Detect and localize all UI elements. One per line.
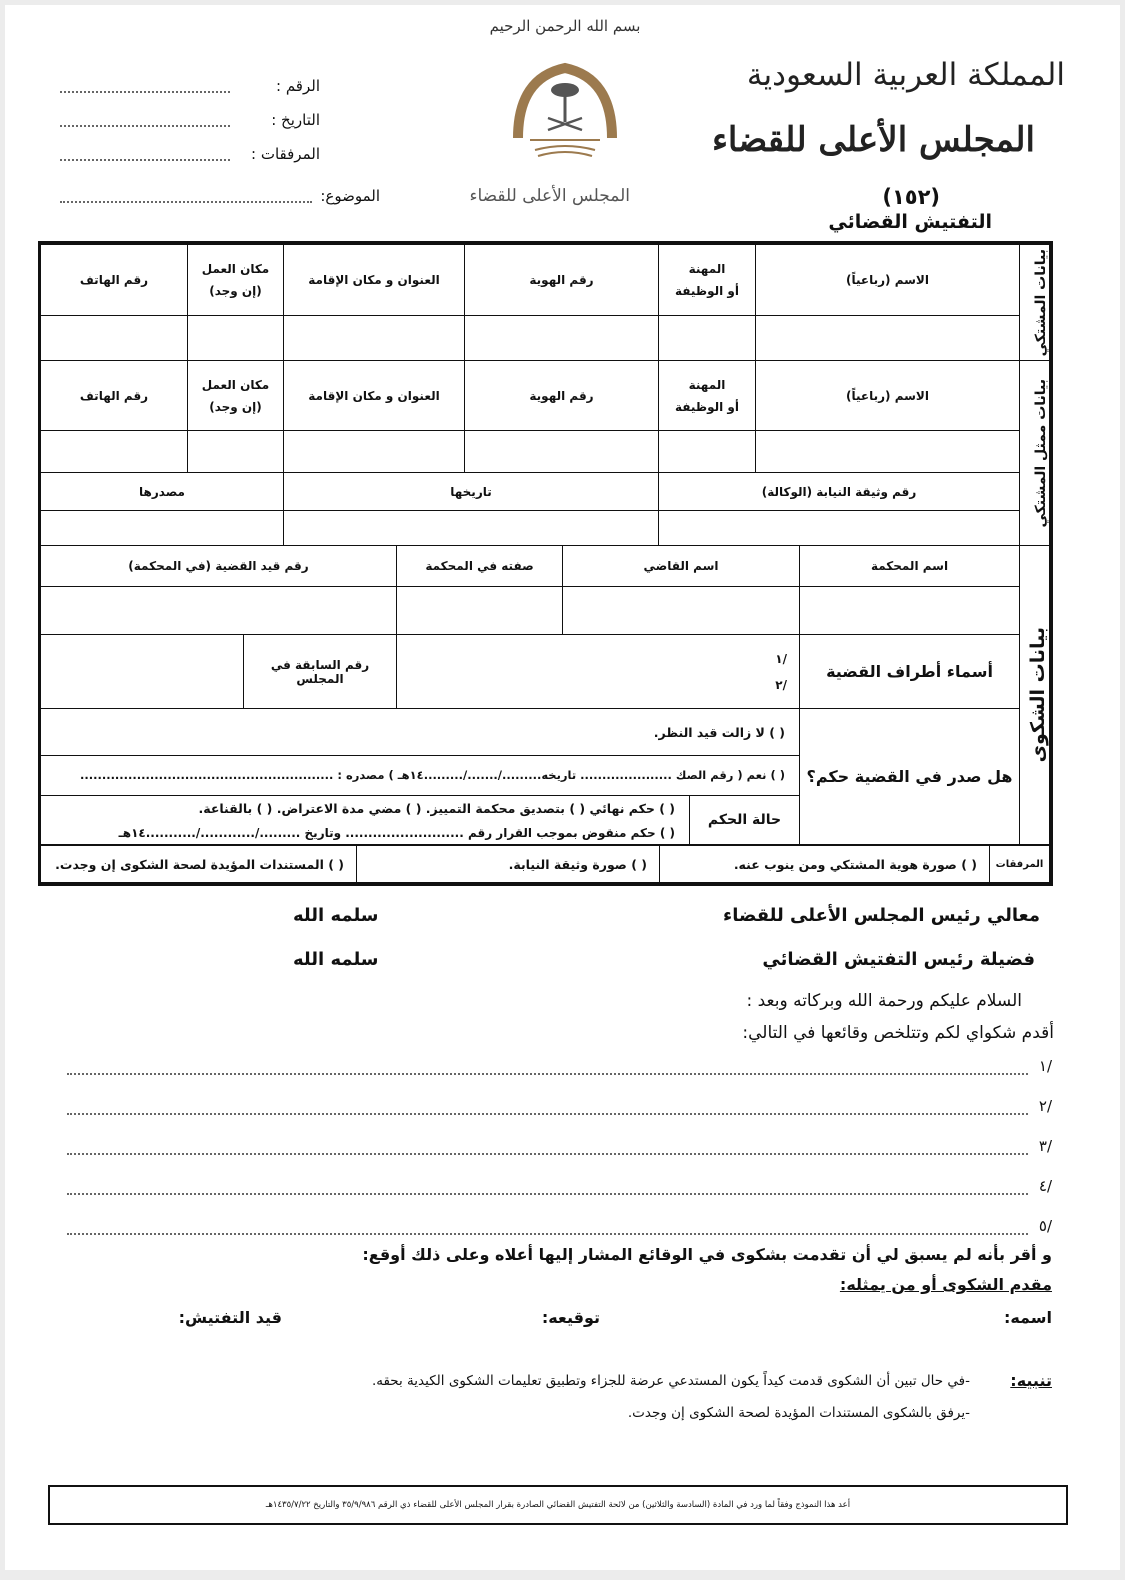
parties-cell[interactable] [397,635,800,709]
representative-work-line1: مكان العمل [201,377,270,392]
fact-line-number: /٢ [1038,1097,1052,1115]
attachments-row [41,845,1050,883]
addressee-2: فضيلة رئيس التفتيش القضائي [762,949,1035,970]
department-title: التفتيش القضائي [828,211,992,233]
greeting: السلام عليكم ورحمة الله وبركاته وبعد : [746,991,1022,1011]
judgment-question: هل صدر في القضية حكم؟ [800,709,1020,845]
complainant-id-header: رقم الهوية [465,245,659,316]
attachments-dots [60,159,230,161]
council-title: المجلس الأعلى للقضاء [711,120,1035,160]
addressee-1: معالي رئيس المجلس الأعلى للقضاء [723,905,1040,926]
parties-label: أسماء أطراف القضية [800,635,1020,709]
fact-line-number: /٤ [1038,1177,1052,1195]
capacity-cell[interactable] [397,586,563,635]
judge-name-cell[interactable] [563,586,800,635]
fact-line-dots [67,1073,1028,1075]
attachments-field[interactable] [60,145,320,165]
opt-pending-text: ( ) لا زالت قيد النظر. [653,724,785,740]
complainant-work-line2: (إن وجد) [209,284,262,298]
subject-dots [60,201,312,203]
attachments-row-label: المرفقات [990,846,1050,883]
representative-address-cell[interactable] [284,431,465,473]
complainant-id-cell[interactable] [465,316,659,361]
proxy-number-cell[interactable] [659,511,1020,546]
number-dots [60,91,230,93]
opt-yes[interactable] [40,755,799,796]
fact-line-dots [67,1153,1028,1155]
emblem-caption: المجلس الأعلى للقضاء [469,186,630,206]
number-field[interactable] [60,77,320,97]
representative-work-cell[interactable] [188,431,284,473]
opt-yes-text: ( ) نعم ( رقم الصك ..................... تاريخه........./......./.........١٤هـ ) مصدره : .......................................................... [79,768,785,783]
representative-id-header: رقم الهوية [465,361,659,431]
proxy-source-cell[interactable] [41,511,284,546]
opt-final-cell[interactable] [40,796,689,845]
complainant-phone-cell[interactable] [41,316,188,361]
representative-phone-header: رقم الهاتف [41,361,188,431]
fact-line-number: /١ [1038,1057,1052,1075]
proxy-date-cell[interactable] [284,511,659,546]
submitter-heading: مقدم الشكوى أو من يمثله: [839,1275,1052,1294]
attachment-item-1[interactable] [660,846,990,883]
complaint-section-label: بيانات الشكوى [1027,627,1049,763]
subject-label: الموضوع: [320,187,380,205]
salutation-2: سلمه الله [293,949,379,970]
representative-phone-cell[interactable] [41,431,188,473]
facts-lines [67,1057,1052,1257]
judge-name-header: اسم القاضي [563,546,800,587]
representative-job-header [659,361,756,431]
complainant-work-line1: مكان العمل [201,262,270,276]
complainant-section [41,244,1050,360]
intro: أقدم شكواي لكم وتتلخص وقائعها في التالي: [742,1023,1054,1043]
complainant-job-cell[interactable] [659,316,756,361]
form-number: (١٥٢) [882,185,940,209]
complainant-job-header [659,245,756,316]
court-name-header: اسم المحكمة [800,546,1020,587]
representative-job-cell[interactable] [659,431,756,473]
attachment-item-2-text: ( ) صورة وثيقة النيابة. [508,856,647,872]
attachment-item-3[interactable] [41,846,357,883]
salutation-1: سلمه الله [293,905,379,926]
opt-reversed-text: ( ) حكم منقوض بموجب القرار رقم .......................... وتاريخ ........./............/...........١٤هـ [118,825,675,840]
judgment-status-label: حالة الحكم [690,796,800,845]
attachments-label: المرفقات : [251,145,320,163]
complainant-job-line2: أو الوظيفة [674,284,739,298]
capacity-header: صفته في المحكمة [397,546,563,587]
number-label: الرقم : [276,77,320,95]
representative-work-line2: (إن وجد) [209,399,262,414]
council-emblem [469,60,630,210]
previous-number-header: رقم السابقة في المجلس [244,635,397,709]
notice-label: تنبيه: [1010,1371,1052,1390]
complainant-work-header [188,245,284,316]
attachment-item-1-text: ( ) صورة هوية المشتكي ومن ينوب عنه. [733,856,977,872]
fact-line-number: /٣ [1038,1137,1052,1155]
complainant-job-line1: المهنة [688,262,726,276]
submitter-name-label: اسمه: [1003,1308,1052,1327]
submitter-signature-label: توقيعه: [541,1308,600,1327]
complainant-work-cell[interactable] [188,316,284,361]
representative-section-label: بيانات ممثل المشتكي [1033,378,1049,528]
opt-pending[interactable] [40,709,799,755]
representative-address-header: العنوان و مكان الإقامة [284,361,465,431]
fact-line[interactable] [67,1097,1052,1137]
complainant-address-header: العنوان و مكان الإقامة [284,245,465,316]
party-2: /٢ [775,677,787,692]
attachment-item-2[interactable] [357,846,660,883]
case-record-header: رقم قيد القضية (في المحكمة) [40,546,396,587]
fact-line-dots [67,1113,1028,1115]
fact-line[interactable] [67,1177,1052,1217]
representative-id-cell[interactable] [465,431,659,473]
party-1: /١ [775,651,787,666]
complainant-name-cell[interactable] [756,316,1020,361]
fact-line[interactable] [67,1137,1052,1177]
kingdom-title: المملكة العربية السعودية [746,57,1065,93]
complainant-section-label: بيانات المشتكي [1033,248,1049,357]
representative-work-header [188,361,284,431]
proxy-number-header: رقم وثيقة النيابة (الوكالة) [659,473,1020,511]
declaration: و أقر بأنه لم يسبق لي أن تقدمت بشكوى في الوقائع المشار إليها أعلاه وعلى ذلك أوقع: [362,1245,1052,1264]
emblem-logo-icon [500,60,630,180]
notice-item-2: -يرفق بالشكوى المستندات المؤيدة لصحة الشكوى إن وجدت. [627,1405,970,1421]
court-name-cell[interactable] [800,586,1020,635]
proxy-source-header: مصدرها [41,473,284,511]
date-field[interactable] [60,111,320,131]
fact-line[interactable] [67,1057,1052,1097]
fact-line-dots [67,1193,1028,1195]
footer-text: أعد هذا النموذج وفقاً لما ورد في المادة (السادسة والثلاثين) من لائحة التفتيش القضائي الصادرة بقرار المجلس الأعلى للقضاء ذي الرقم ٣٥/٩/٩٨٦ والتاريخ ١٤٣٥/٧/٢٢هـ [265,1500,851,1510]
fact-line-number: /٥ [1038,1217,1052,1235]
fact-line-dots [67,1233,1028,1235]
complaint-form-page [5,5,1120,1570]
previous-number-cell[interactable] [40,635,243,709]
opt-final-text: ( ) حكم نهائي ( ) بتصديق محكمة التمييز. ( ) مضي مدة الاعتراض. ( ) بالقناعة. [198,800,675,816]
complainant-address-cell[interactable] [284,316,465,361]
representative-section [41,360,1050,545]
representative-job-line2: أو الوظيفة [674,399,739,414]
date-label: التاريخ : [271,111,320,129]
representative-name-header: الاسم (رباعياً) [756,361,1020,431]
representative-name-cell[interactable] [756,431,1020,473]
footer-box [48,1485,1068,1525]
date-dots [60,125,230,127]
proxy-date-header: تاريخها [284,473,659,511]
basmala: بسم الله الرحمن الرحيم [489,17,641,35]
inspection-registration-label: قيد التفتيش: [178,1308,282,1327]
complainant-name-header: الاسم (رباعياً) [756,245,1020,316]
representative-job-line1: المهنة [688,377,726,392]
subject-field[interactable] [60,187,380,207]
case-record-cell[interactable] [40,586,396,635]
notice-item-1: -في حال تبين أن الشكوى قدمت كيداً يكون المستدعي عرضة للجزاء وتطبيق تعليمات الشكوى الكيدية بحقه. [371,1373,970,1389]
attachment-item-3-text: ( ) المستندات المؤيدة لصحة الشكوى إن وجدت. [55,856,344,872]
complainant-phone-header: رقم الهاتف [41,245,188,316]
complaint-section [41,545,1050,845]
